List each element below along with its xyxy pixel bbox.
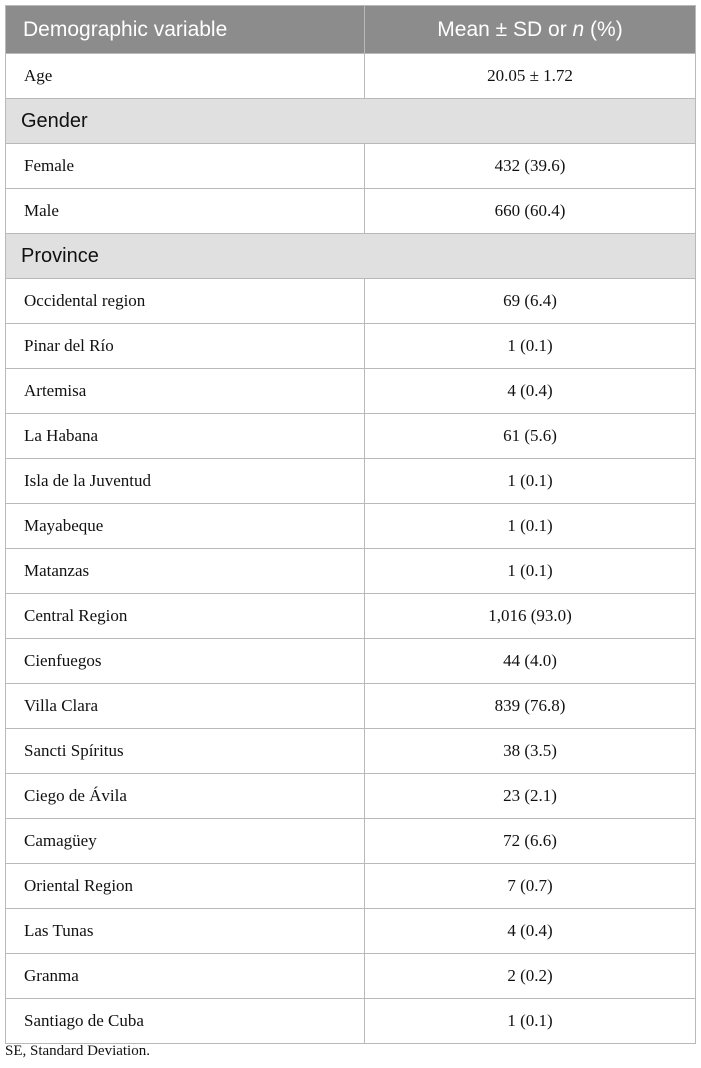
row-value: 2 (0.2) xyxy=(365,954,696,999)
row-value: 69 (6.4) xyxy=(365,279,696,324)
header-percent-suffix: (%) xyxy=(584,17,623,41)
row-value: 61 (5.6) xyxy=(365,414,696,459)
row-label: Pinar del Río xyxy=(6,324,365,369)
table-row xyxy=(6,684,696,729)
table-row xyxy=(6,189,696,234)
row-label: Artemisa xyxy=(6,369,365,414)
header-mean-sd xyxy=(365,6,696,54)
table-row xyxy=(6,909,696,954)
row-label: La Habana xyxy=(6,414,365,459)
row-label: Matanzas xyxy=(6,549,365,594)
table-row xyxy=(6,594,696,639)
row-label: Central Region xyxy=(6,594,365,639)
row-label: Ciego de Ávila xyxy=(6,774,365,819)
table-row xyxy=(6,459,696,504)
row-label: Female xyxy=(6,144,365,189)
table-row xyxy=(6,999,696,1044)
table-row xyxy=(6,369,696,414)
table-row xyxy=(6,864,696,909)
header-mean-sd-prefix: Mean ± SD or xyxy=(437,17,573,41)
section-label: Province xyxy=(6,234,696,279)
table-row xyxy=(6,144,696,189)
row-value: 660 (60.4) xyxy=(365,189,696,234)
row-label: Santiago de Cuba xyxy=(6,999,365,1044)
row-value: 4 (0.4) xyxy=(365,909,696,954)
table-row xyxy=(6,324,696,369)
row-value: 44 (4.0) xyxy=(365,639,696,684)
row-value: 38 (3.5) xyxy=(365,729,696,774)
row-value: 1 (0.1) xyxy=(365,504,696,549)
row-value: 432 (39.6) xyxy=(365,144,696,189)
table-row xyxy=(6,414,696,459)
header-n-italic: n xyxy=(572,17,585,41)
table-row xyxy=(6,54,696,99)
row-value: 20.05 ± 1.72 xyxy=(365,54,696,99)
row-label: Camagüey xyxy=(6,819,365,864)
row-label: Oriental Region xyxy=(6,864,365,909)
table-row xyxy=(6,549,696,594)
table-row xyxy=(6,954,696,999)
row-value: 839 (76.8) xyxy=(365,684,696,729)
table-row xyxy=(6,819,696,864)
table-row xyxy=(6,504,696,549)
row-label: Occidental region xyxy=(6,279,365,324)
row-label: Age xyxy=(6,54,365,99)
row-value: 4 (0.4) xyxy=(365,369,696,414)
table-row xyxy=(6,279,696,324)
row-label: Male xyxy=(6,189,365,234)
row-value: 1 (0.1) xyxy=(365,549,696,594)
row-label: Las Tunas xyxy=(6,909,365,954)
section-label: Gender xyxy=(6,99,696,144)
row-value: 1 (0.1) xyxy=(365,999,696,1044)
table-footnote: SE, Standard Deviation. xyxy=(5,1043,150,1059)
table-row xyxy=(6,639,696,684)
row-value: 72 (6.6) xyxy=(365,819,696,864)
demographics-table xyxy=(5,5,696,1044)
table-row xyxy=(6,729,696,774)
row-label: Villa Clara xyxy=(6,684,365,729)
row-label: Isla de la Juventud xyxy=(6,459,365,504)
section-row xyxy=(6,234,696,279)
header-demographic-variable: Demographic variable xyxy=(6,6,365,54)
row-value: 1 (0.1) xyxy=(365,459,696,504)
row-label: Sancti Spíritus xyxy=(6,729,365,774)
row-value: 1,016 (93.0) xyxy=(365,594,696,639)
row-label: Mayabeque xyxy=(6,504,365,549)
section-row xyxy=(6,99,696,144)
row-value: 1 (0.1) xyxy=(365,324,696,369)
table-row xyxy=(6,774,696,819)
row-label: Granma xyxy=(6,954,365,999)
row-value: 7 (0.7) xyxy=(365,864,696,909)
table-body xyxy=(6,54,696,1044)
table-header-row xyxy=(6,6,696,54)
row-value: 23 (2.1) xyxy=(365,774,696,819)
row-label: Cienfuegos xyxy=(6,639,365,684)
